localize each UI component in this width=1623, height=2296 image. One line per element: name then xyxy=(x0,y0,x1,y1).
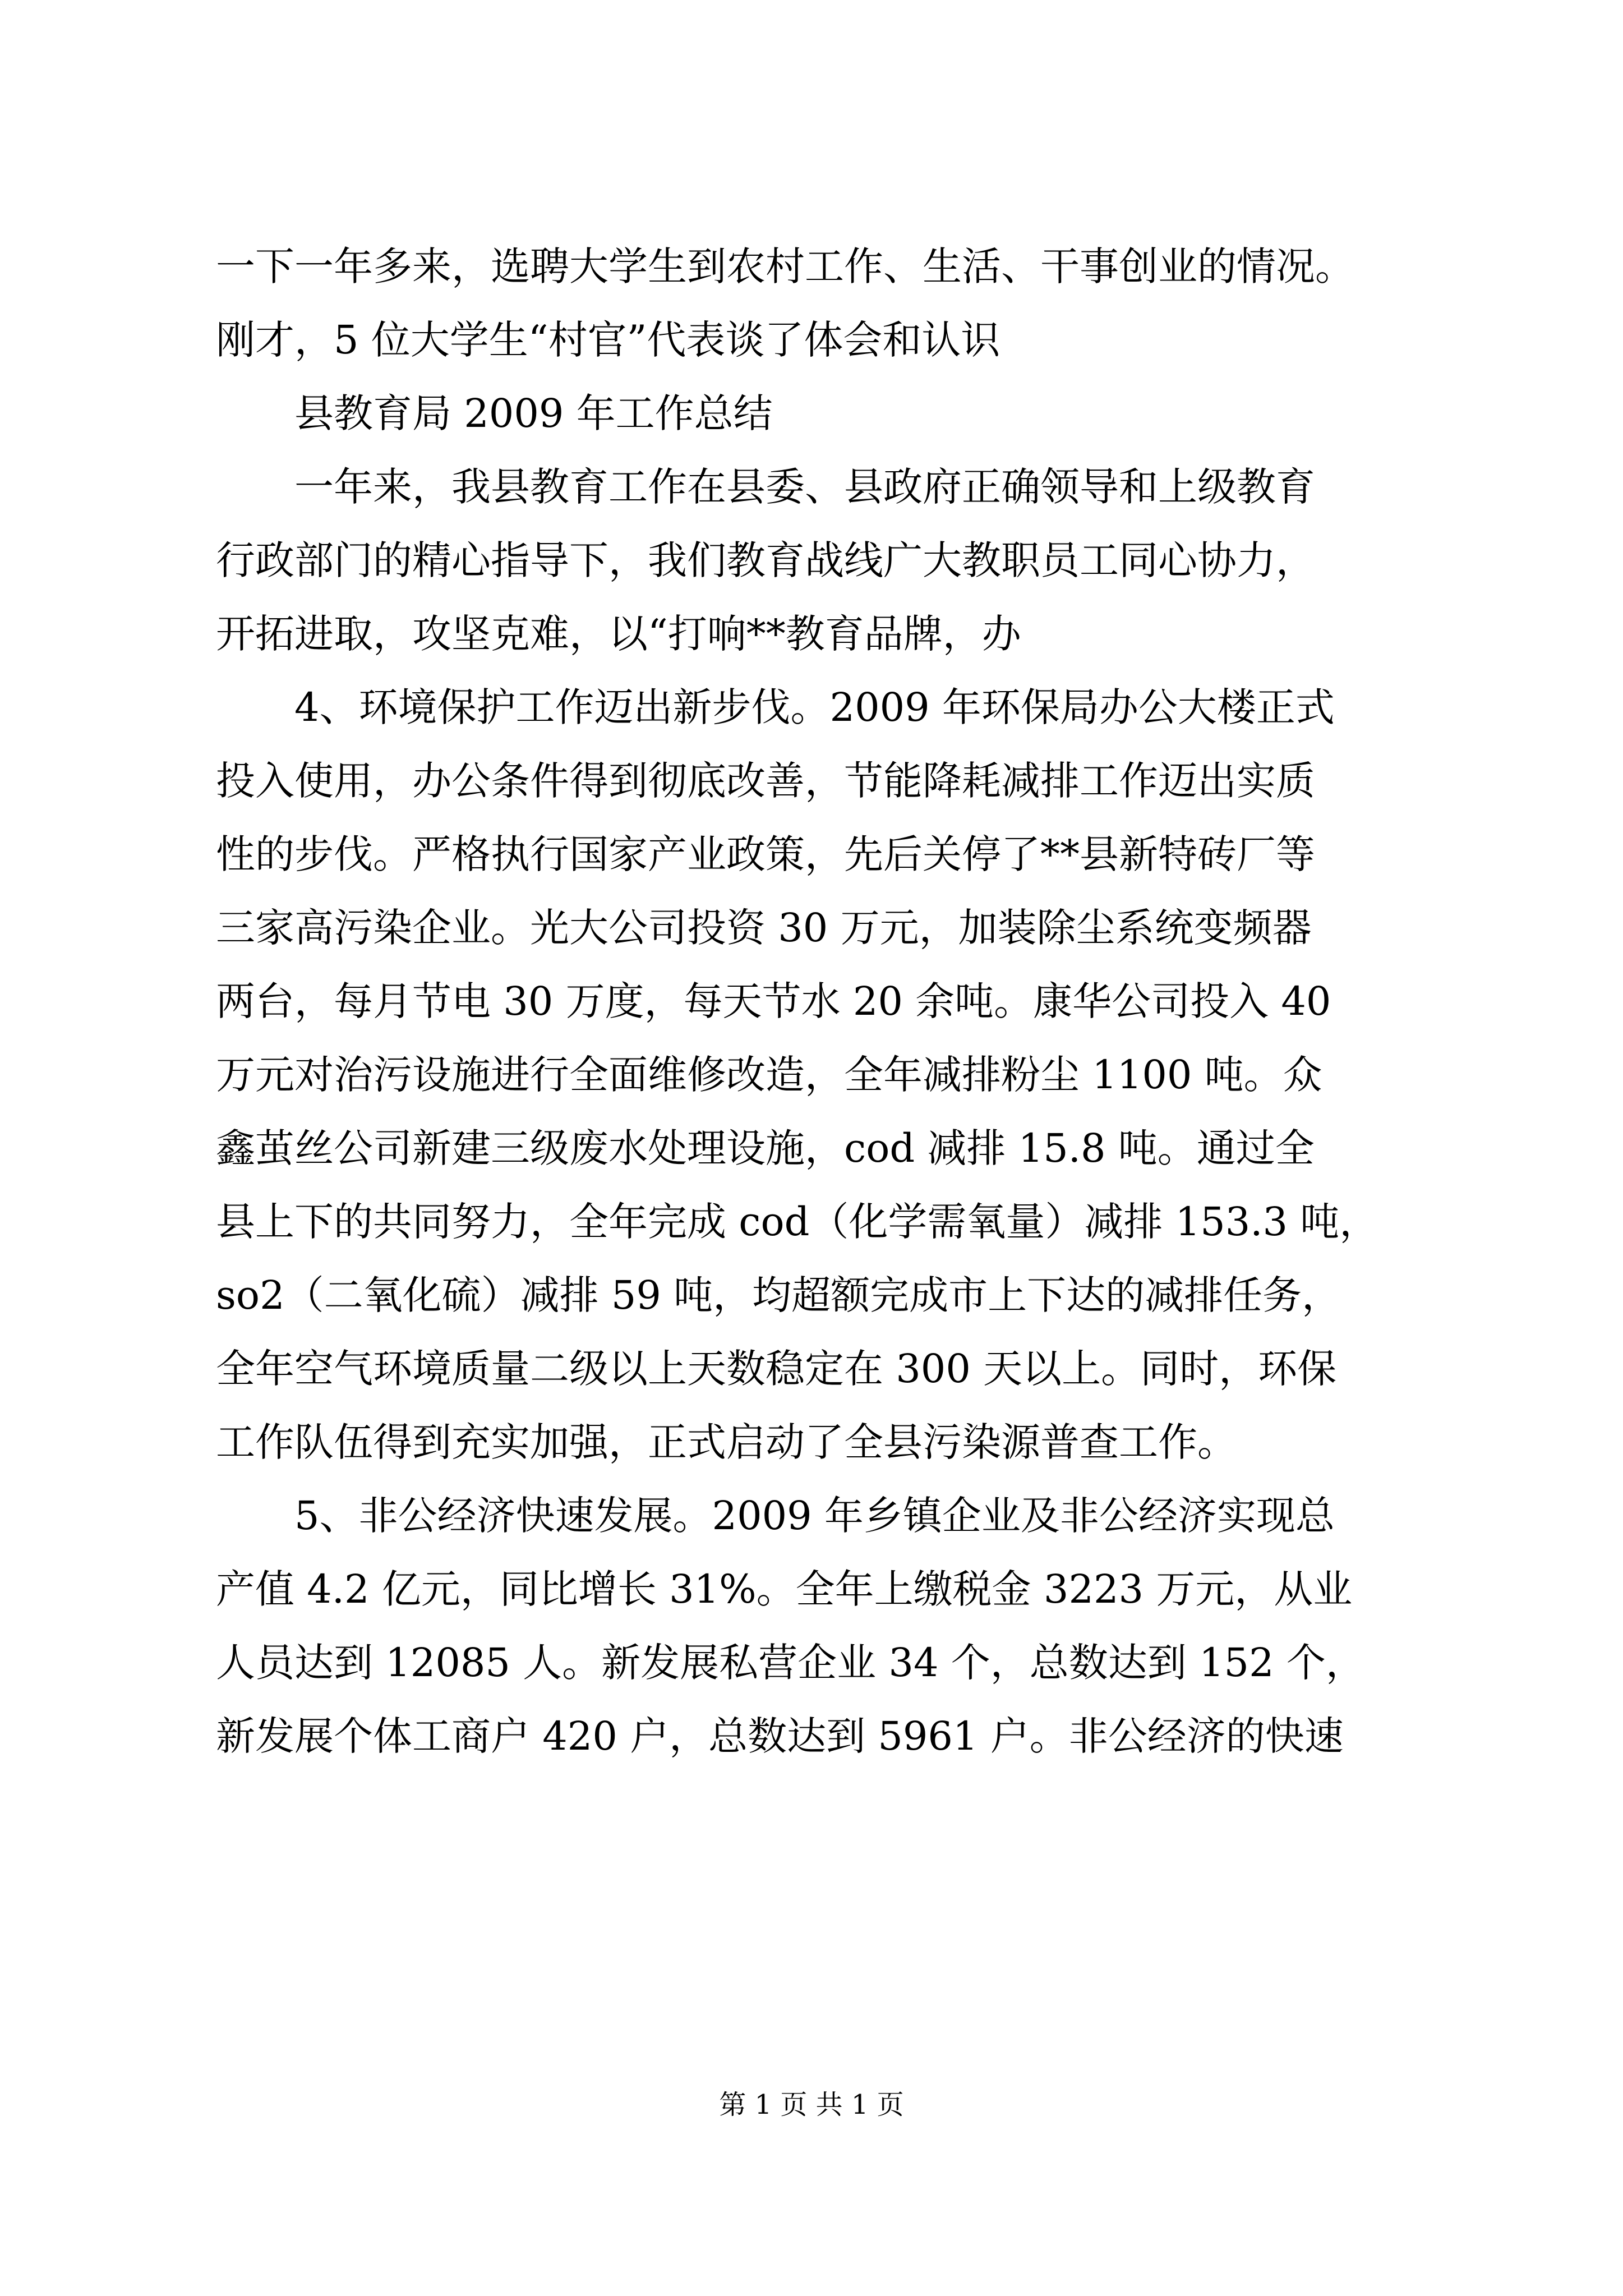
text-line: 性的步伐。严格执行国家产业政策，先后关停了**县新特砖厂等 xyxy=(216,831,1315,877)
text-line: 产值 4.2 亿元，同比增长 31%。全年上缴税金 3223 万元，从业 xyxy=(216,1566,1353,1612)
text-line: 三家高污染企业。光大公司投资 30 万元，加装除尘系统变频器 xyxy=(216,905,1312,951)
text-line: 县上下的共同努力，全年完成 cod（化学需氧量）减排 153.3 吨， xyxy=(216,1199,1379,1245)
text-line: 全年空气环境质量二级以上天数稳定在 300 天以上。同时，环保 xyxy=(216,1346,1337,1392)
text-line: 工作队伍得到充实加强，正式启动了全县污染源普查工作。 xyxy=(216,1419,1237,1465)
text-line: 一年来，我县教育工作在县委、县政府正确领导和上级教育 xyxy=(294,464,1315,510)
section-heading: 县教育局 2009 年工作总结 xyxy=(294,390,773,436)
text-line: 万元对治污设施进行全面维修改造，全年减排粉尘 1100 吨。众 xyxy=(216,1052,1322,1098)
document-body xyxy=(216,230,1410,1773)
text-line: 行政部门的精心指导下，我们教育战线广大教职员工同心协力， xyxy=(216,537,1315,583)
text-line: 开拓进取，攻坚克难，以“打响**教育品牌，办 xyxy=(216,611,1021,657)
text-line: so2（二氧化硫）减排 59 吨，均超额完成市上下达的减排任务， xyxy=(216,1272,1341,1318)
text-line: 人员达到 12085 人。新发展私营企业 34 个，总数达到 152 个， xyxy=(216,1640,1365,1686)
text-line: 刚才，5 位大学生“村官”代表谈了体会和认识 xyxy=(216,317,1000,363)
text-line: 一下一年多来，选聘大学生到农村工作、生活、干事创业的情况。 xyxy=(216,243,1354,289)
text-line: 5、非公经济快速发展。2009 年乡镇企业及非公经济实现总 xyxy=(294,1493,1335,1539)
text-line: 4、环境保护工作迈出新步伐。2009 年环保局办公大楼正式 xyxy=(294,684,1335,730)
text-line: 两台，每月节电 30 万度，每天节水 20 余吨。康华公司投入 40 xyxy=(216,978,1331,1024)
text-line: 新发展个体工商户 420 户，总数达到 5961 户。非公经济的快速 xyxy=(216,1713,1344,1759)
text-line: 投入使用，办公条件得到彻底改善，节能降耗减排工作迈出实质 xyxy=(216,758,1315,804)
page-footer: 第 1 页 共 1 页 xyxy=(719,2089,904,2120)
text-line: 鑫茧丝公司新建三级废水处理设施，cod 减排 15.8 吨。通过全 xyxy=(216,1125,1315,1171)
